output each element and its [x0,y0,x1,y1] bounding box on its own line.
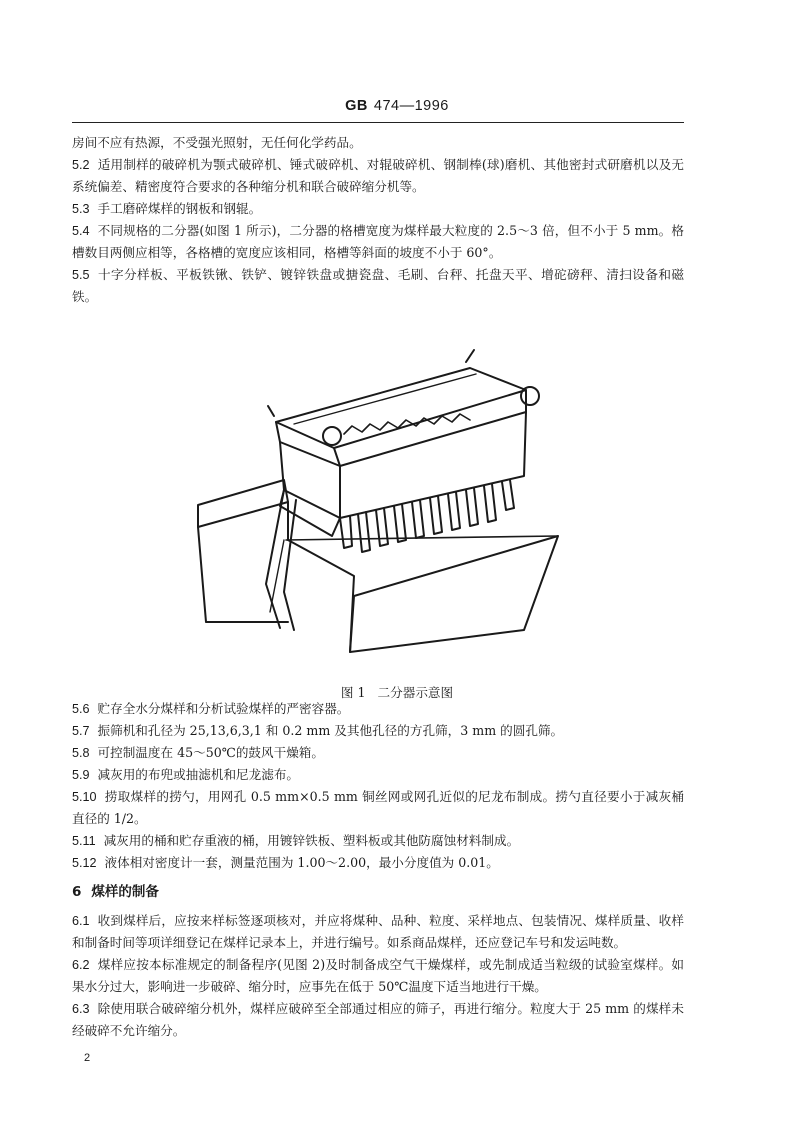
paragraph-number: 6.3 [72,1002,90,1016]
paragraph-number: 5.7 [72,724,90,738]
paragraph-5-7 [72,720,684,742]
paragraph-number: 5.8 [72,746,90,760]
paragraph-text: 可控制温度在 45～50℃的鼓风干燥箱。 [97,745,324,760]
paragraph-5-4 [72,220,684,264]
paragraph-6-2 [72,954,684,998]
paragraph-text: 除使用联合破碎缩分机外，煤样应破碎至全部通过相应的筛子，再进行缩分。粒度大于 25 mm 的煤样未经破碎不允许缩分。 [72,1001,684,1038]
paragraph-5-5 [72,264,684,308]
paragraph-text: 液体相对密度计一套，测量范围为 1.00～2.00，最小分度值为 0.01。 [104,855,499,870]
paragraph-text: 减灰用的桶和贮存重液的桶，用镀锌铁板、塑料板或其他防腐蚀材料制成。 [103,833,520,848]
std-number: 474—1996 [373,98,449,114]
paragraph-number: 5.2 [72,158,90,172]
paragraph-text: 手工磨碎煤样的钢板和钢辊。 [97,201,262,216]
paragraph-number: 5.11 [72,834,96,848]
paragraph-5-6 [72,698,684,720]
paragraph-text: 贮存全水分煤样和分析试验煤样的严密容器。 [97,701,350,716]
paragraph-number: 5.3 [72,202,90,216]
paragraph-5-12 [72,852,684,874]
paragraph-text: 煤样应按本标准规定的制备程序(见图 2)及时制备成空气干燥煤样，或先制成适当粒级的试验室煤样。如果水分过大，影响进一步破碎、缩分时，应事先在低于 50℃温度下适当地进行干燥。 [72,957,684,994]
paragraph-number: 5.10 [72,790,97,804]
header-rule [72,122,684,123]
paragraph-5-2 [72,154,684,198]
paragraph-continuation [72,132,684,154]
section-title: 煤样的制备 [91,884,159,900]
paragraph-5-10 [72,786,684,830]
paragraph-number: 5.4 [72,224,90,238]
paragraph-text: 适用制样的破碎机为颚式破碎机、锤式破碎机、对辊破碎机、钢制棒(球)磨机、其他密封式研磨机以及无系统偏差、精密度符合要求的各种缩分机和联合破碎缩分机等。 [72,157,684,194]
paragraph-6-1 [72,910,684,954]
paragraph-5-3 [72,198,684,220]
paragraph-text: 不同规格的二分器(如图 1 所示)，二分器的格槽宽度为煤样最大粒度的 2.5～3 倍，但不小于 5 mm。格槽数目两侧应相等，各格槽的宽度应该相同，格槽等斜面的坡度不小于 60°。 [72,223,684,260]
figure-number: 图 1 [340,685,366,700]
paragraph-5-9 [72,764,684,786]
riffle-divider-illustration [184,340,568,666]
paragraph-number: 5.6 [72,702,90,716]
paragraph-text: 房间不应有热源，不受强光照射，无任何化学药品。 [72,135,362,150]
paragraph-text: 捞取煤样的捞勺，用网孔 0.5 mm×0.5 mm 铜丝网或网孔近似的尼龙布制成。捞勺直径要小于减灰桶直径的 1/2。 [72,789,684,826]
paragraph-number: 5.12 [72,856,97,870]
page-header [0,98,794,114]
paragraph-number: 6.1 [72,914,90,928]
figure-caption-text: 二分器示意图 [377,685,454,700]
paragraph-5-8 [72,742,684,764]
paragraph-text: 收到煤样后，应按来样标签逐项核对，并应将煤种、品种、粒度、采样地点、包装情况、煤样质量、收样和制备时间等项详细登记在煤样记录本上，并进行编号。如系商品煤样，还应登记车号和发运吨数。 [72,913,684,950]
paragraph-text: 十字分样板、平板铁锹、铁铲、镀锌铁盘或搪瓷盘、毛刷、台秤、托盘天平、增砣磅秤、清扫设备和磁铁。 [72,267,684,304]
paragraph-number: 5.9 [72,768,90,782]
paragraph-number: 6.2 [72,958,90,972]
section-number: 6 [72,884,82,900]
page-number: 2 [84,1052,91,1064]
paragraph-number: 5.5 [72,268,90,282]
paragraph-text: 减灰用的布兜或抽滤机和尼龙滤布。 [97,767,300,782]
section-heading [72,880,159,900]
paragraph-5-11 [72,830,684,852]
paragraph-text: 振筛机和孔径为 25,13,6,3,1 和 0.2 mm 及其他孔径的方孔筛，3 mm 的圆孔筛。 [97,723,564,738]
std-code: GB [345,98,368,114]
paragraph-6-3 [72,998,684,1042]
